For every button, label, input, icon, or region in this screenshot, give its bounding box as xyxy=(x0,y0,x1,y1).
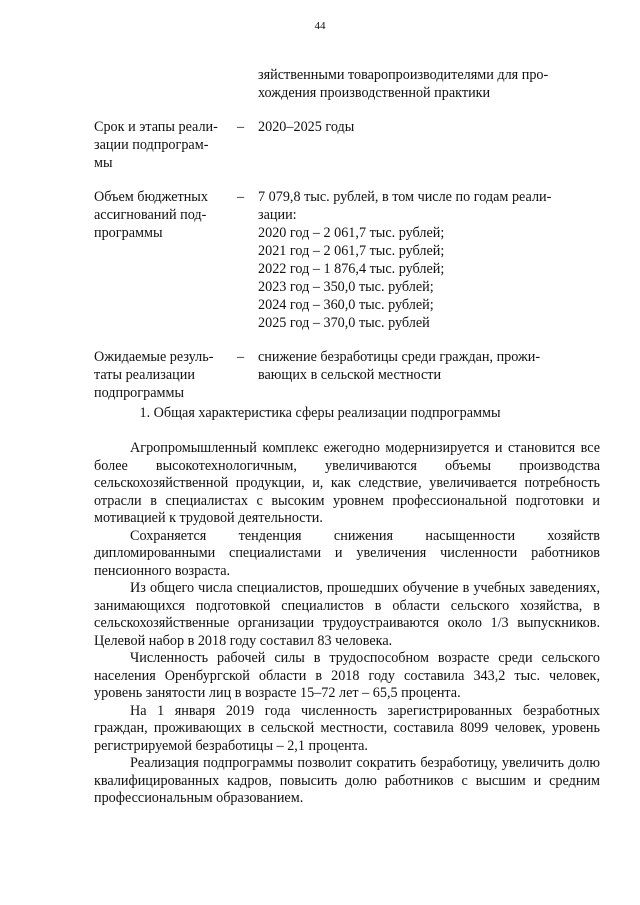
passport-label xyxy=(94,188,237,332)
label-line: программы xyxy=(94,225,163,241)
paragraph: Агропромышленный комплекс ежегодно модернизируется и становится все более высокотехнологичным, увеличиваются объемы производства сельскохозяйственной продукции, и, как следствие, увеличивается потребность отрасли в специалистах с высоким уровнем профессиональной подготовки и мотивацией к трудовой деятельности. xyxy=(94,440,600,526)
passport-value xyxy=(258,118,600,172)
label-line: мы xyxy=(94,155,113,171)
passport-table xyxy=(94,66,600,418)
paragraph: Сохраняется тенденция снижения насыщенности хозяйств дипломированными специалистами и увеличения численности работников пенсионного возраста. xyxy=(94,527,600,579)
section-title: 1. Общая характеристика сферы реализации подпрограммы xyxy=(139,405,501,421)
passport-dash-empty xyxy=(237,66,258,102)
passport-label-empty xyxy=(94,66,237,102)
passport-row-budget xyxy=(94,188,600,332)
passport-label xyxy=(94,348,237,402)
value-line: 2022 год – 1 876,4 тыс. рублей; xyxy=(258,261,445,277)
value-line: зации: xyxy=(258,207,297,223)
value-line: зяйственными товаропроизводителями для про- xyxy=(258,67,549,83)
value-line: вающих в сельской местности xyxy=(258,367,442,383)
passport-dash: – xyxy=(237,349,245,365)
passport-label xyxy=(94,118,237,172)
label-line: зации подпрограм- xyxy=(94,137,209,153)
label-line: таты реализации xyxy=(94,367,195,383)
value-line: снижение безработицы среди граждан, прожи- xyxy=(258,349,541,365)
paragraph: На 1 января 2019 года численность зарегистрированных безработных граждан, проживающих в сельской местности, составила 8099 человек, уровень регистрируемой безработицы – 2,1 процента. xyxy=(94,702,600,754)
paragraph: Численность рабочей силы в трудоспособном возрасте среди сельского населения Оренбургской области в 2018 году составила 343,2 тыс. человек, уровень занятости лиц в возрасте 15–72 лет – 65,5 процента. xyxy=(94,650,600,701)
body-text xyxy=(94,440,600,808)
passport-dash: – xyxy=(237,119,245,135)
passport-row-period xyxy=(94,118,600,172)
label-line: Ожидаемые резуль- xyxy=(94,349,214,365)
passport-dash: – xyxy=(237,189,245,205)
passport-row-results xyxy=(94,348,600,402)
passport-continuation-row xyxy=(94,66,600,102)
label-line: подпрограммы xyxy=(94,385,184,401)
paragraph: Реализация подпрограммы позволит сократить безработицу, увеличить долю квалифицированных кадров, повысить долю работников с высшим и средним профессиональным образованием. xyxy=(94,755,600,806)
label-line: Объем бюджетных xyxy=(94,189,208,205)
page-number: 44 xyxy=(314,20,326,32)
passport-value xyxy=(258,348,600,402)
value-line: 2020 год – 2 061,7 тыс. рублей; xyxy=(258,225,445,241)
paragraph: Из общего числа специалистов, прошедших обучение в учебных заведениях, занимающихся подготовкой специалистов в области сельского хозяйства, в сельскохозяйственные организации трудоустраиваются около 1/3 выпускников. Целевой набор в 2018 году составил 83 человека. xyxy=(94,580,600,649)
value-line: 2020–2025 годы xyxy=(258,119,355,135)
value-line: 2023 год – 350,0 тыс. рублей; xyxy=(258,279,434,295)
value-line: 7 079,8 тыс. рублей, в том числе по годам реали- xyxy=(258,189,552,205)
value-line: хождения производственной практики xyxy=(258,85,491,101)
value-line: 2021 год – 2 061,7 тыс. рублей; xyxy=(258,243,445,259)
value-line: 2025 год – 370,0 тыс. рублей xyxy=(258,315,430,331)
label-line: Срок и этапы реали- xyxy=(94,119,218,135)
passport-value xyxy=(258,188,600,332)
passport-continuation-value xyxy=(258,66,600,102)
label-line: ассигнований под- xyxy=(94,207,207,223)
value-line: 2024 год – 360,0 тыс. рублей; xyxy=(258,297,434,313)
